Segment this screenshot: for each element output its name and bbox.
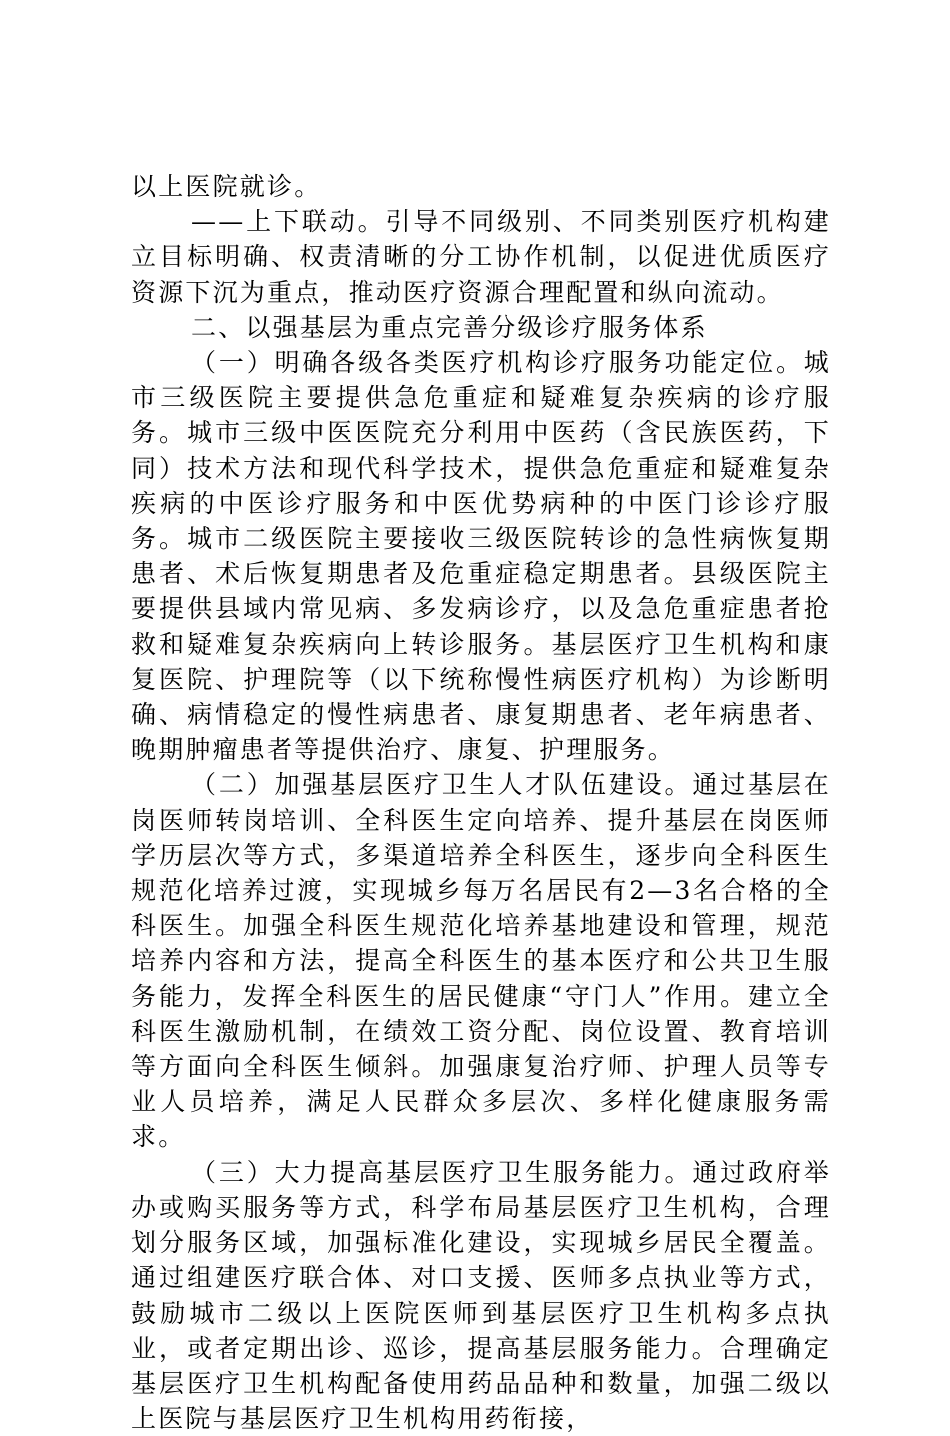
paragraph-item-1: （一）明确各级各类医疗机构诊疗服务功能定位。城市三级医院主要提供急危重症和疑难复杂疾病的诊疗服务。城市三级中医医院充分利用中医药（含民族医药，下同）技术方法和现代科学技术，提供急危重症和疑难复杂疾病的中医诊疗服务和中医优势病种的中医门诊诊疗服务。城市二级医院主要接收三级医院转诊的急性病恢复期患者、术后恢复期患者及危重症稳定期患者。县级医院主要提供县域内常见病、多发病诊疗，以及急危重症患者抢救和疑难复杂疾病向上转诊服务。基层医疗卫生机构和康复医院、护理院等（以下统称慢性病医疗机构）为诊断明确、病情稳定的慢性病患者、康复期患者、老年病患者、晚期肿瘤患者等提供治疗、康复、护理服务。	[131, 348, 831, 765]
paragraph-upper-lower-linkage: ——上下联动。引导不同级别、不同类别医疗机构建立目标明确、权责清晰的分工协作机制，以促进优质医疗资源下沉为重点，推动医疗资源合理配置和纵向流动。	[131, 207, 831, 307]
section-heading-2: 二、以强基层为重点完善分级诊疗服务体系	[191, 312, 708, 342]
paragraph-item-3: （三）大力提高基层医疗卫生服务能力。通过政府举办或购买服务等方式，科学布局基层医疗卫生机构，合理划分服务区域，加强标准化建设，实现城乡居民全覆盖。通过组建医疗联合体、对口支援、医师多点执业等方式，鼓励城市二级以上医院医师到基层医疗卫生机构多点执业，或者定期出诊、巡诊，提高基层服务能力。合理确定基层医疗卫生机构配备使用药品品种和数量，加强二级以上医院与基层医疗卫生机构用药衔接，	[131, 1157, 831, 1434]
paragraph-item-2: （二）加强基层医疗卫生人才队伍建设。通过基层在岗医师转岗培训、全科医生定向培养、提升基层在岗医师学历层次等方式，多渠道培养全科医生，逐步向全科医生规范化培养过渡，实现城乡每万名居民有2—3名合格的全科医生。加强全科医生规范化培养基地建设和管理，规范培养内容和方法，提高全科医生的基本医疗和公共卫生服务能力，发挥全科医生的居民健康“守门人”作用。建立全科医生激励机制，在绩效工资分配、岗位设置、教育培训等方面向全科医生倾斜。加强康复治疗师、护理人员等专业人员培养，满足人民群众多层次、多样化健康服务需求。	[131, 770, 831, 1152]
paragraph-continuation: 以上医院就诊。	[131, 172, 322, 201]
document-body	[131, 169, 831, 1436]
